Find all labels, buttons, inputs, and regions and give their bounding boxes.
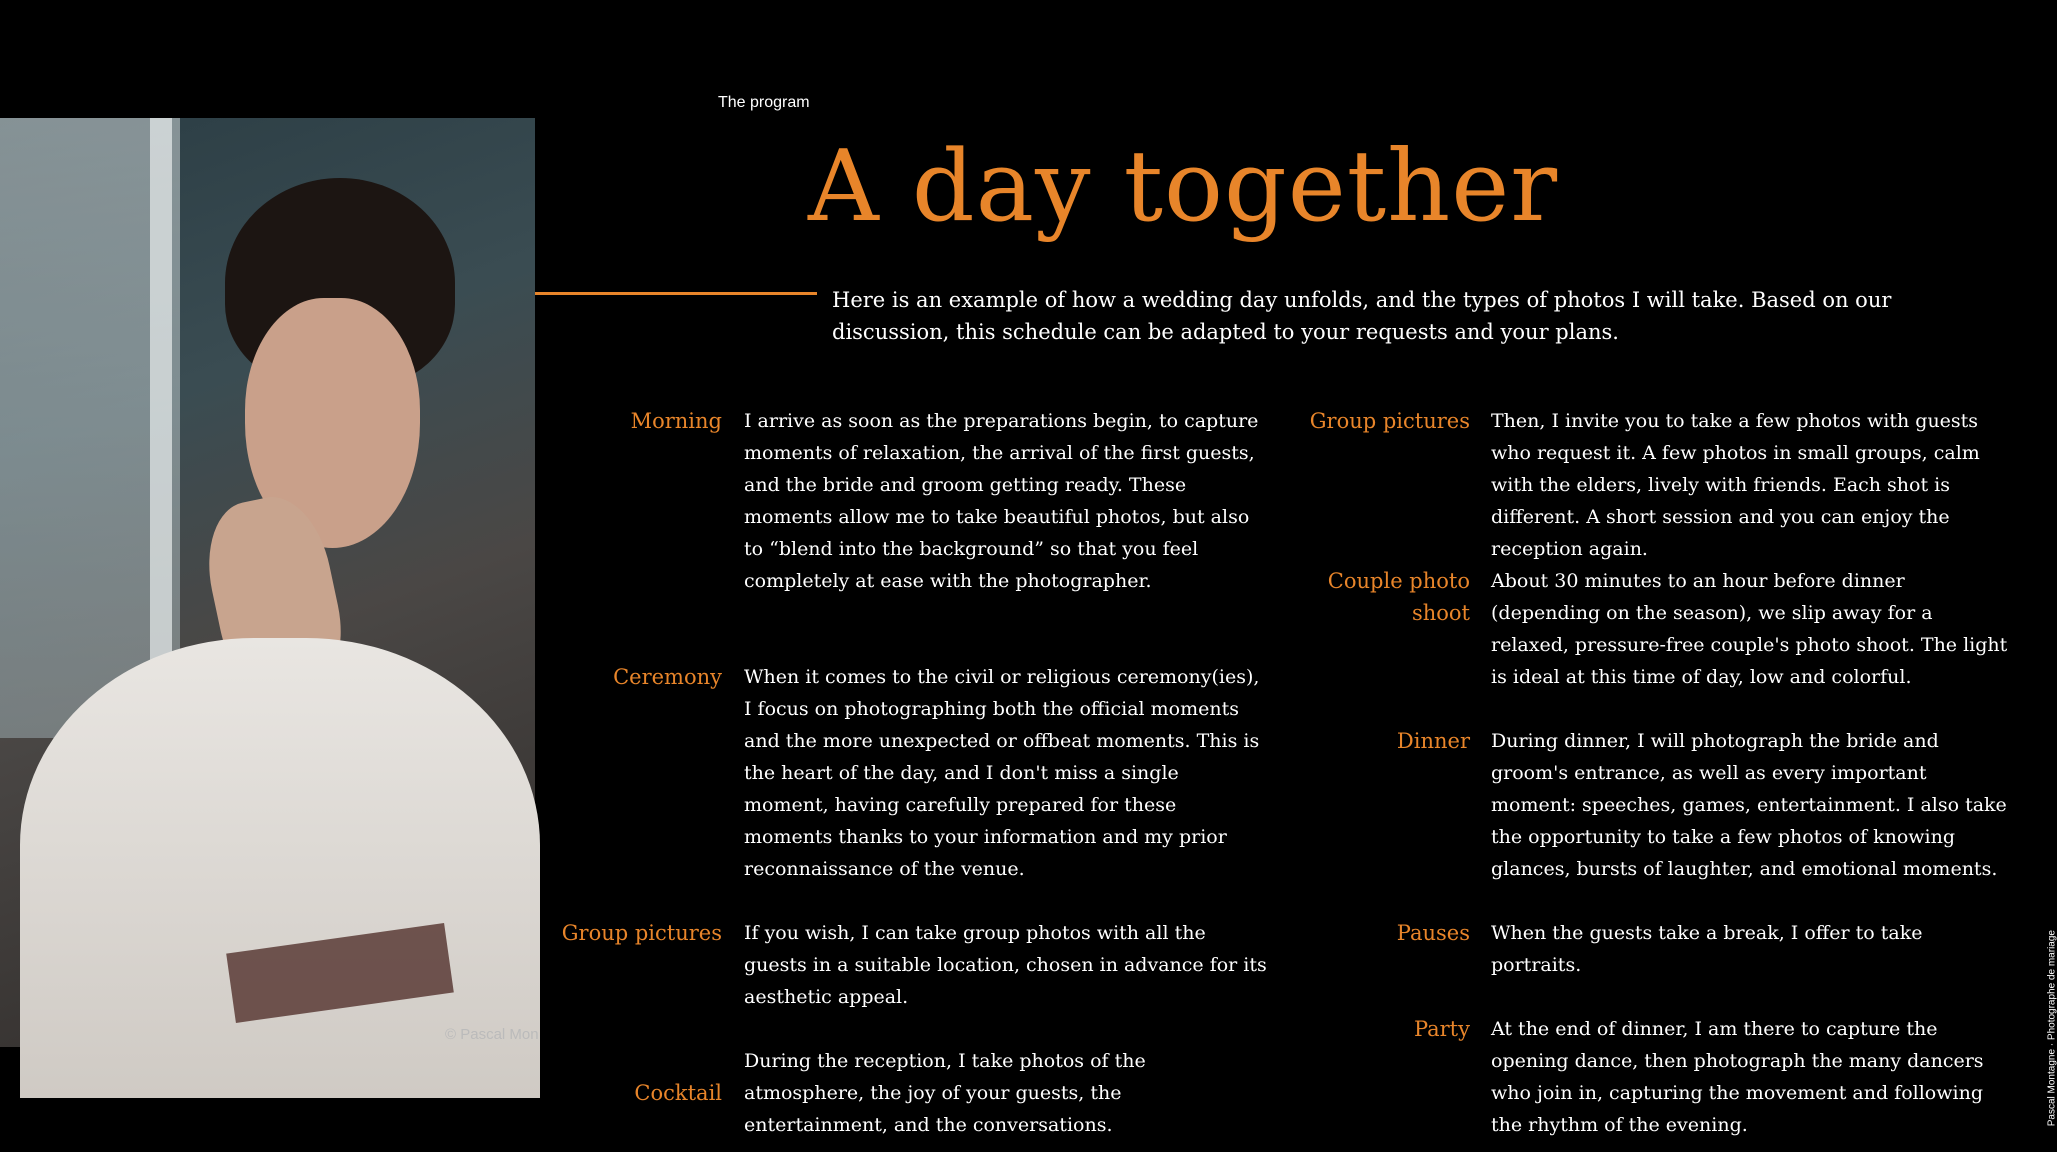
schedule-label-group-pictures-2: Group pictures — [1309, 409, 1470, 433]
vertical-brand-text: Pascal Montagne · Photographe de mariage — [2046, 930, 2057, 1127]
schedule-text-pauses: When the guests take a break, I offer to take portraits. — [1491, 922, 1923, 976]
schedule-label-cocktail: Cocktail — [634, 1081, 722, 1105]
schedule-text-cocktail: During the reception, I take photos of the atmosphere, the joy of your guests, the entertainment, and the conversations. — [744, 1050, 1146, 1136]
schedule-label-couple-shoot: Couple photo shoot — [1327, 569, 1470, 625]
schedule-label-dinner: Dinner — [1396, 729, 1470, 753]
intro-paragraph: Here is an example of how a wedding day unfolds, and the types of photos I will take. Based on our discussion, this schedule can be adapted to your requests and your plans. — [832, 288, 1892, 344]
page-title: A day together — [808, 130, 1559, 244]
schedule-label-party: Party — [1413, 1017, 1470, 1041]
schedule-text-ceremony: When it comes to the civil or religious ceremony(ies), I focus on photographing both the official moments and the more unexpected or offbeat moments. This is the heart of the day, and I don't miss a single moment, having carefully prepared for these moments thanks to your information and my prior reconnaissance of the venue. — [744, 666, 1260, 880]
schedule-text-couple-shoot: About 30 minutes to an hour before dinner (depending on the season), we slip away for a relaxed, pressure-free couple's photo shoot. The light is ideal at this time of day, low and colorful. — [1491, 570, 2008, 688]
schedule-label-pauses: Pauses — [1396, 921, 1470, 945]
schedule-text-morning: I arrive as soon as the preparations begin, to capture moments of relaxation, the arrival of the first guests, and the bride and groom getting ready. These moments allow me to take beautiful photos, but also to “blend into the background” so that you feel completely at ease with the photographer. — [744, 410, 1259, 592]
schedule-text-group-pictures-2: Then, I invite you to take a few photos with guests who request it. A few photos in small groups, calm with the elders, lively with friends. Each shot is different. A short session and you can enjoy the reception again. — [1491, 410, 1980, 560]
section-eyebrow: The program — [718, 94, 810, 111]
schedule-label-group-pictures: Group pictures — [561, 921, 722, 945]
photo-credit: © Pascal Mon — [445, 1026, 539, 1043]
bride-photo — [0, 118, 539, 1047]
schedule-label-morning: Morning — [630, 409, 722, 433]
schedule-text-dinner: During dinner, I will photograph the bride and groom's entrance, as well as every important moment: speeches, games, entertainment. I also take the opportunity to take a few photos of knowing glances, bursts of laughter, and emotional moments. — [1491, 730, 2007, 880]
accent-rule — [535, 292, 817, 295]
schedule-text-party: At the end of dinner, I am there to capture the opening dance, then photograph the many dancers who join in, capturing the movement and following the rhythm of the evening. — [1491, 1018, 1984, 1136]
schedule-text-group-pictures: If you wish, I can take group photos with all the guests in a suitable location, chosen in advance for its aesthetic appeal. — [744, 922, 1267, 1008]
schedule-label-ceremony: Ceremony — [613, 665, 722, 689]
